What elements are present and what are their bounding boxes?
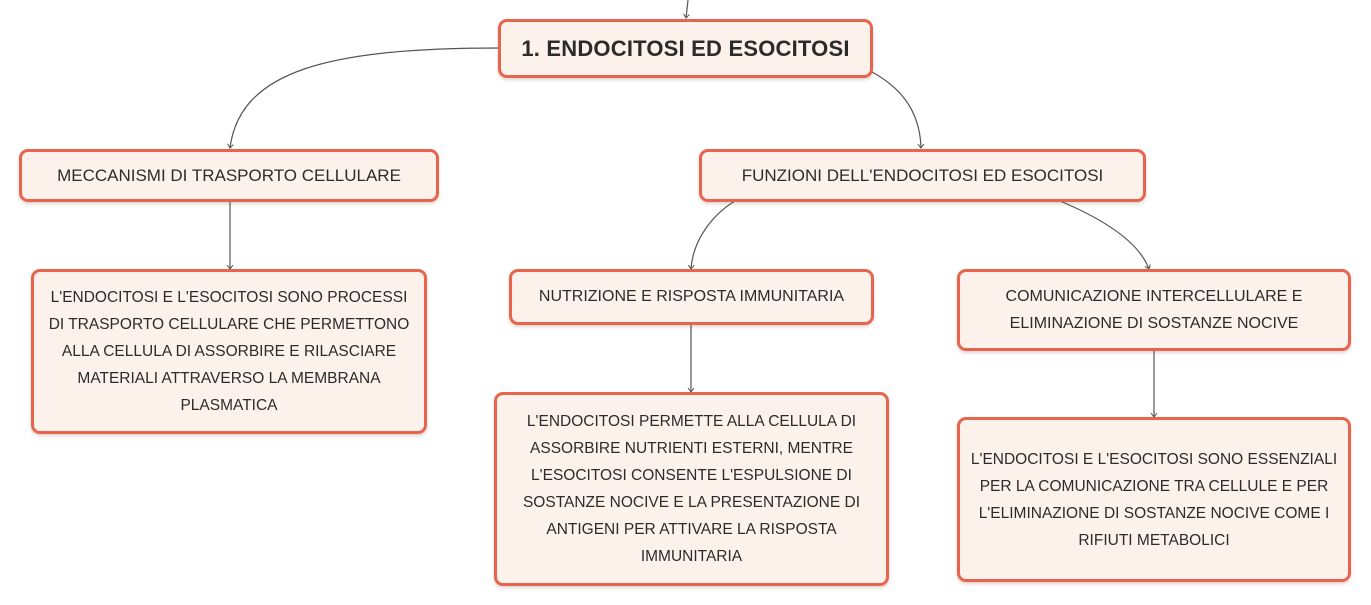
root-node-title: 1. ENDOCITOSI ED ESOCITOSI [521,35,850,61]
node-comunicazione-title: COMUNICAZIONE INTERCELLULARE E ELIMINAZIONE DI SOSTANZE NOCIVE [1005,288,1303,332]
node-nutrizione[interactable] [509,269,874,325]
node-funzioni-title: FUNZIONI DELL'ENDOCITOSI ED ESOCITOSI [741,165,1104,185]
node-nutrizione-detail[interactable] [494,392,889,586]
connector-incoming [686,0,688,18]
node-nutrizione-title: NUTRIZIONE E RISPOSTA IMMUNITARIA [538,288,845,305]
node-comunicazione[interactable] [957,269,1351,351]
node-nutrizione-detail-text: L'ENDOCITOSI PERMETTE ALLA CELLULA DI ASSORBIRE NUTRIENTI ESTERNI, MENTRE L'ESOCITOSI CONSENTE L'ESPULSIONE DI SOSTANZE NOCIVE E LA PRESENTAZIONE DI ANTIGENI PER ATTIVARE LA RISPOSTA IMMUNITARIA [522,413,861,565]
node-meccanismi-trasporto-title: MECCANISMI DI TRASPORTO CELLULARE [57,165,401,185]
root-node[interactable] [498,19,873,78]
connector-root-to-funzioni [872,72,921,148]
connector-funzioni-to-comunicazione [1060,201,1149,269]
connector-funzioni-to-nutrizione [691,201,735,269]
node-meccanismi-detail-text: L'ENDOCITOSI E L'ESOCITOSI SONO PROCESSI DI TRASPORTO CELLULARE CHE PERMETTONO ALLA CELLULA DI ASSORBIRE E RILASCIARE MATERIALI ATTRAVERSO LA MEMBRANA PLASMATICA [48,289,410,414]
node-comunicazione-detail-text: L'ENDOCITOSI E L'ESOCITOSI SONO ESSENZIALI PER LA COMUNICAZIONE TRA CELLULE E PER L'ELIMINAZIONE DI SOSTANZE NOCIVE COME I RIFIUTI METABOLICI [970,450,1338,549]
node-meccanismi-detail[interactable] [31,269,427,434]
node-meccanismi-trasporto[interactable] [19,149,439,202]
node-funzioni[interactable] [699,149,1146,202]
node-comunicazione-detail[interactable] [957,417,1351,582]
connector-root-to-meccanismi [230,48,500,148]
